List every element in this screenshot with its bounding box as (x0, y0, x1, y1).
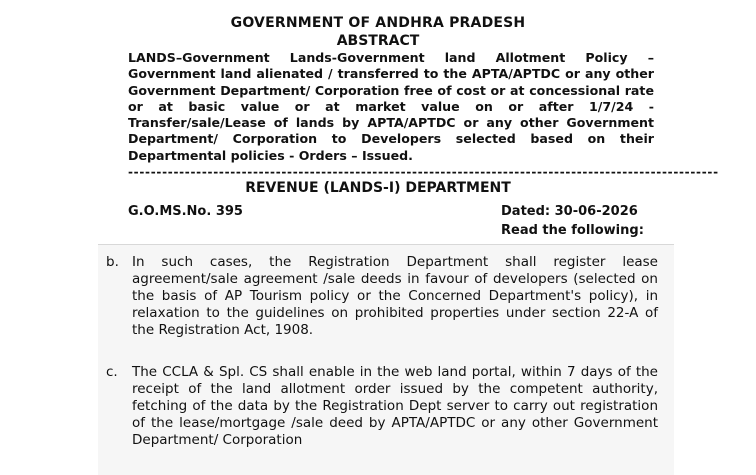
department-name: REVENUE (LANDS-I) DEPARTMENT (245, 180, 511, 196)
paragraph-marker: c. (106, 364, 118, 380)
abstract-text: LANDS–Government Lands-Government land Allotment Policy – Government land alienated / transferred to the APTA/APTDC or any other Government Department/ Corporation free of cost or at concessional rate or at basic value or at market value on or after 1/7/24 - Transfer/sale/Lease of lands by APTA/APTDC or any other Government Department/ Corporation to Developers selected based on their Departmental policies - Orders – Issued. (128, 50, 654, 163)
government-title: GOVERNMENT OF ANDHRA PRADESH (230, 15, 526, 31)
goms-number: G.O.MS.No. 395 (128, 204, 243, 219)
paragraph-text: The CCLA & Spl. CS shall enable in the web land portal, within 7 days of the receipt of the land allotment order issued by the competent authority, fetching of the data by the Registration Dept server to carry out registration of the lease/mortgage /sale deed by APTA/APTDC or any other Government Department/ Corporation (132, 364, 658, 448)
paragraph-marker: b. (106, 254, 119, 270)
dashed-separator: -------------------------------------------------------------------------------------------------------- (128, 165, 719, 179)
excerpt-box (98, 244, 674, 475)
order-date: Dated: 30-06-2026 (501, 204, 638, 219)
abstract-heading: ABSTRACT (336, 33, 420, 49)
paragraph-text: In such cases, the Registration Department shall register lease agreement/sale agreement /sale deeds in favour of developers (selected on the basis of AP Tourism policy or the Concerned Department's policy), in relaxation to the guidelines on prohibited properties under section 22-A of the Registration Act, 1908. (132, 254, 658, 338)
read-following: Read the following: (501, 223, 644, 238)
